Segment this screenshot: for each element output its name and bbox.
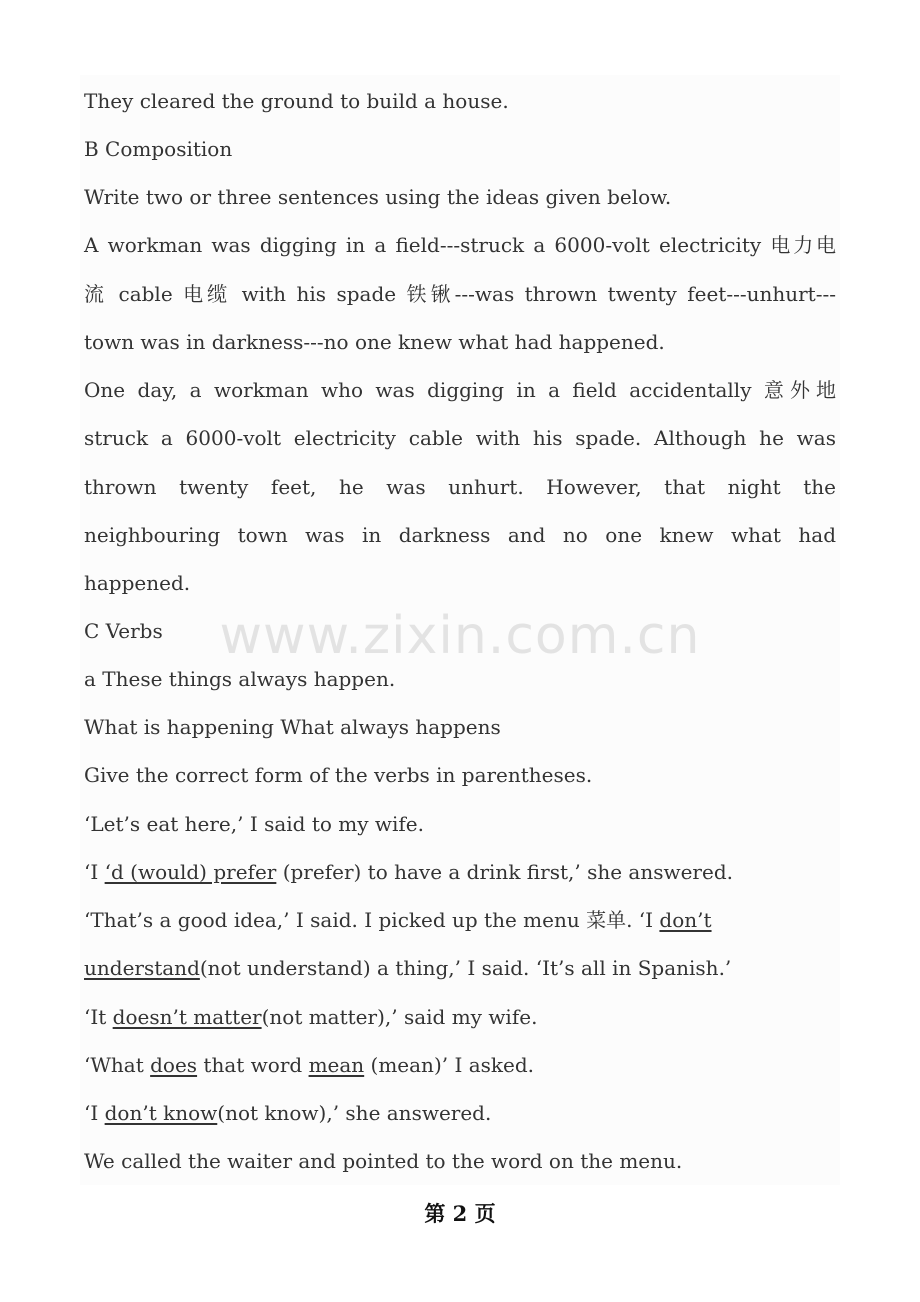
- answer-text: ‘d (would) prefer: [104, 860, 277, 884]
- text-segment: (not know),’ she answered.: [217, 1101, 492, 1125]
- text-line: thrown twenty feet, he was unhurt. However, that night the: [84, 475, 836, 499]
- text-line: happened.: [84, 571, 191, 595]
- text-line: We called the waiter and pointed to the word on the menu.: [84, 1149, 683, 1173]
- text-line: neighbouring town was in darkness and no one knew what had: [84, 523, 836, 547]
- text-segment: ‘That’s a good idea,’ I said. I picked up the menu 菜单. ‘I: [84, 908, 660, 932]
- text-segment: ‘What: [84, 1053, 151, 1077]
- text-segment: ‘I: [84, 1101, 105, 1125]
- text-line: a These things always happen.: [84, 667, 396, 691]
- answer-text: mean: [308, 1053, 365, 1077]
- text-segment: (not understand) a thing,’ I said. ‘It’s all in Spanish.’: [199, 956, 732, 980]
- answer-text: don’t know: [104, 1101, 218, 1125]
- text-segment: that word: [197, 1053, 309, 1077]
- exercise-line: [84, 859, 733, 885]
- text-segment: (mean)’ I asked.: [364, 1053, 535, 1077]
- text-line: They cleared the ground to build a house.: [84, 89, 509, 113]
- answer-text: understand: [84, 956, 200, 980]
- answer-text: don’t: [659, 908, 712, 932]
- exercise-line: [84, 1100, 491, 1126]
- page-number: 第 2 页: [424, 1201, 496, 1226]
- text-line: 流 cable 电缆 with his spade 铁锹---was thrown twenty feet---unhurt---: [84, 282, 836, 306]
- text-segment: (prefer) to have a drink first,’ she answered.: [276, 860, 733, 884]
- text-line: town was in darkness---no one knew what had happened.: [84, 330, 665, 354]
- exercise-line: [84, 1052, 534, 1078]
- section-heading-verbs: C Verbs: [84, 619, 163, 643]
- text-segment: ‘It: [84, 1005, 113, 1029]
- exercise-line: [84, 1004, 537, 1030]
- text-line: A workman was digging in a field---struck a 6000-volt electricity 电力电: [84, 233, 836, 257]
- section-heading-composition: B Composition: [84, 137, 233, 161]
- text-line: One day, a workman who was digging in a field accidentally 意外地: [84, 378, 836, 402]
- answer-text: doesn’t matter: [112, 1005, 262, 1029]
- watermark: www.zixin.com.cn: [219, 606, 701, 666]
- answer-text: does: [150, 1053, 198, 1077]
- exercise-line: [84, 907, 712, 933]
- text-segment: (not matter),’ said my wife.: [261, 1005, 538, 1029]
- instruction-line: Write two or three sentences using the ideas given below.: [84, 185, 672, 209]
- text-segment: ‘I: [84, 860, 105, 884]
- exercise-line: [84, 955, 731, 981]
- instruction-line: Give the correct form of the verbs in parentheses.: [84, 763, 593, 787]
- text-line: ‘Let’s eat here,’ I said to my wife.: [84, 812, 424, 836]
- text-line: What is happening What always happens: [84, 715, 501, 739]
- text-line: struck a 6000-volt electricity cable with his spade. Although he was: [84, 426, 836, 450]
